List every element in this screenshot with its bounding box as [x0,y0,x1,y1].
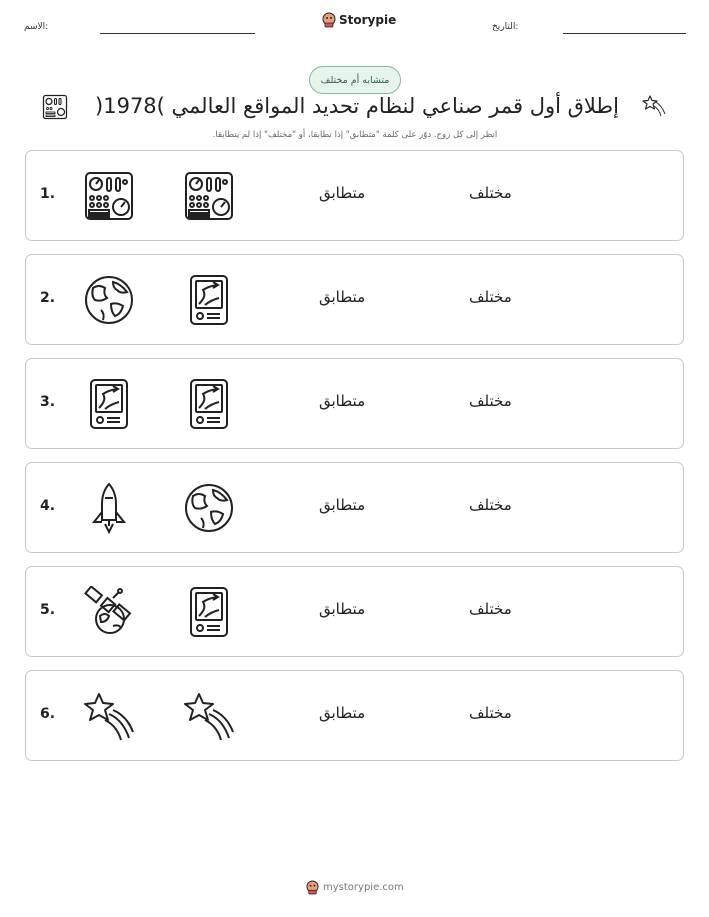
worksheet-title: إطلاق أول قمر صناعي لنظام تحديد المواقع العالمي )1978( [95,94,619,118]
row-number: 6. [40,706,56,722]
row-number: 3. [40,394,56,410]
worksheet-instructions: انظر إلى كل زوج. دوّر على كلمة "متطابق" إذا تطابقا، أو "مختلف" إذا لم يتطابقا. [212,130,498,140]
row-number: 2. [40,290,56,306]
footer-url: mystorypie.com [323,882,404,893]
globe-icon [83,274,135,326]
different-option[interactable]: مختلف [469,704,512,722]
rocket-icon [83,482,135,534]
worksheet-type-badge: متشابه أم مختلف [309,66,401,94]
match-row-5 [25,566,684,657]
gps-device-icon [183,378,235,430]
different-option[interactable]: مختلف [469,288,512,306]
storypie-mascot-icon [306,880,319,895]
control-panel-title-icon [41,94,69,120]
storypie-mascot-icon [322,12,336,28]
footer [306,880,404,895]
globe-icon [183,482,235,534]
brand-logo [322,12,396,28]
shooting-star-icon [183,690,235,742]
date-line[interactable] [563,33,686,34]
gps-device-icon [183,586,235,638]
name-label: الاسم: [24,22,49,32]
shooting-star-title-icon [640,92,668,118]
different-option[interactable]: مختلف [469,392,512,410]
match-row-1 [25,150,684,241]
row-number: 4. [40,498,56,514]
different-option[interactable]: مختلف [469,600,512,618]
different-option[interactable]: مختلف [469,184,512,202]
gps-device-icon [183,274,235,326]
shooting-star-icon [83,690,135,742]
same-option[interactable]: متطابق [319,392,366,410]
same-option[interactable]: متطابق [319,600,366,618]
control-panel-icon [83,170,135,222]
match-row-6 [25,670,684,761]
match-row-4 [25,462,684,553]
brand-name: Storypie [339,13,397,27]
gps-device-icon [83,378,135,430]
name-line[interactable] [100,33,255,34]
date-label: التاريخ: [492,22,519,32]
same-option[interactable]: متطابق [319,184,366,202]
match-row-3 [25,358,684,449]
row-number: 5. [40,602,56,618]
row-number: 1. [40,186,56,202]
satellite-earth-icon [83,586,135,638]
different-option[interactable]: مختلف [469,496,512,514]
same-option[interactable]: متطابق [319,704,366,722]
control-panel-icon [183,170,235,222]
same-option[interactable]: متطابق [319,288,366,306]
same-option[interactable]: متطابق [319,496,366,514]
match-row-2 [25,254,684,345]
